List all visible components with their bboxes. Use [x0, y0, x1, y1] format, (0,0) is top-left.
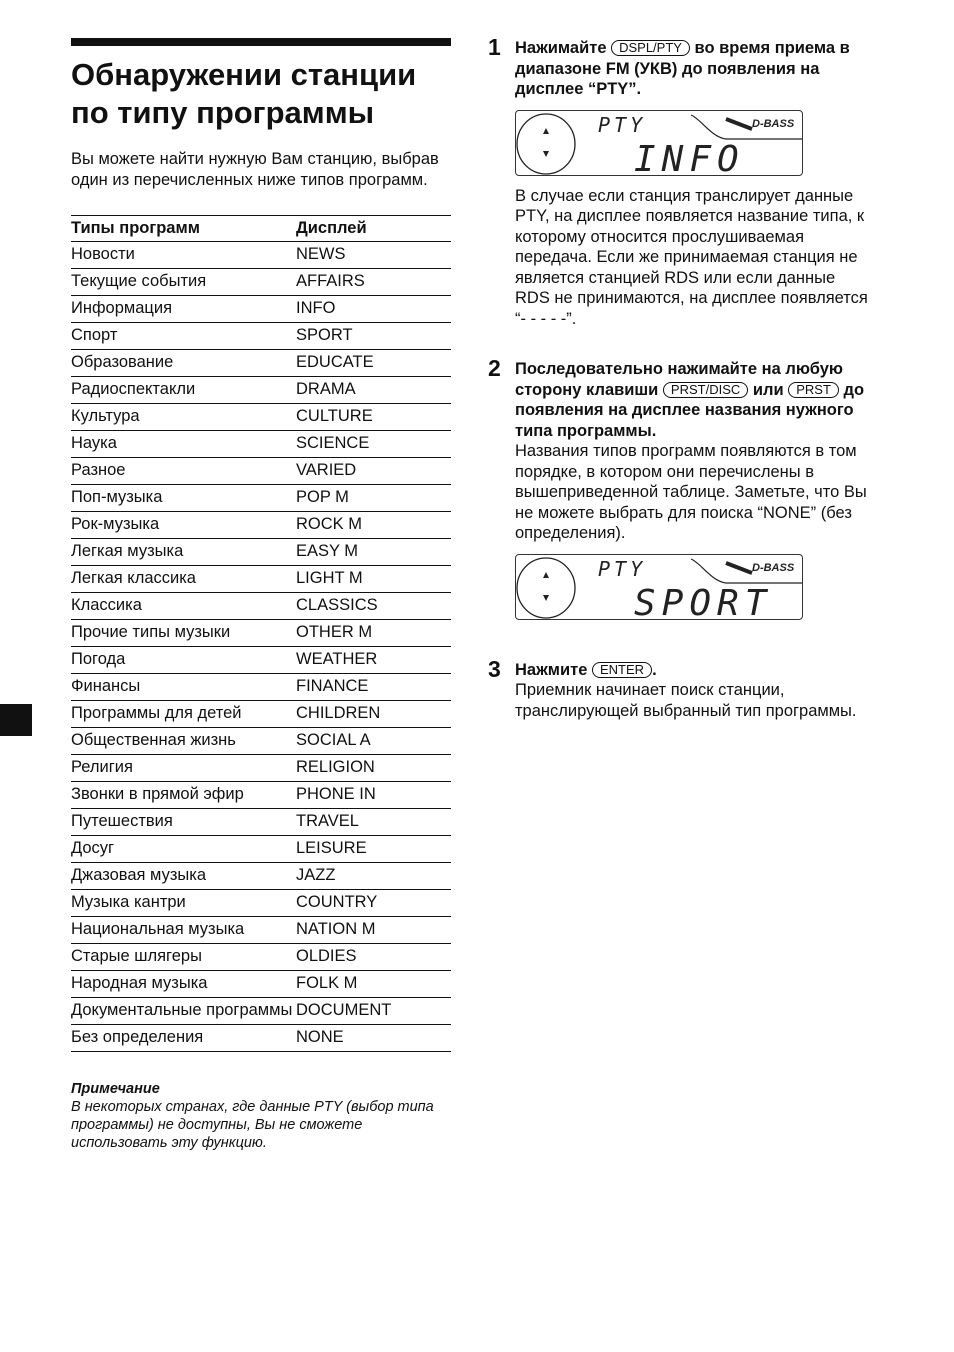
- program-type-cell: Звонки в прямой эфир: [71, 782, 296, 809]
- table-row: [71, 566, 451, 593]
- prst-disc-key: PRST/DISC: [663, 382, 748, 398]
- table-row: [71, 836, 451, 863]
- dbass-badge: D-BASS: [752, 117, 795, 130]
- display-text: INFO: [634, 138, 745, 175]
- note-heading: Примечание: [71, 1081, 160, 1097]
- table-row: [71, 998, 451, 1025]
- page-title: Обнаружении станции по типу программы: [71, 57, 417, 130]
- seek-dial-icon: [517, 114, 575, 174]
- step-2: [488, 355, 868, 620]
- instruction-text: Нажмите: [515, 660, 588, 679]
- lcd-display-sport: [515, 554, 803, 620]
- program-type-cell: Народная музыка: [71, 971, 296, 998]
- display-code-cell: WEATHER: [296, 647, 451, 674]
- note-text: В некоторых странах, где данные PTY (выбор типа программы) не доступны, Вы не сможете использовать эту функцию.: [71, 1099, 434, 1151]
- table-row: [71, 620, 451, 647]
- table-row: [71, 350, 451, 377]
- dspl-pty-key: DSPL/PTY: [611, 40, 690, 56]
- table-row: [71, 431, 451, 458]
- table-row: [71, 647, 451, 674]
- program-type-cell: Поп-музыка: [71, 485, 296, 512]
- instruction-text: или: [752, 380, 784, 399]
- display-code-cell: INFO: [296, 296, 451, 323]
- display-code-cell: CLASSICS: [296, 593, 451, 620]
- down-arrow-icon: [543, 151, 549, 157]
- display-code-cell: FINANCE: [296, 674, 451, 701]
- program-type-cell: Джазовая музыка: [71, 863, 296, 890]
- display-code-cell: PHONE IN: [296, 782, 451, 809]
- display-code-cell: RELIGION: [296, 755, 451, 782]
- up-arrow-icon: [543, 572, 549, 578]
- program-type-cell: Национальная музыка: [71, 917, 296, 944]
- program-type-cell: Рок-музыка: [71, 512, 296, 539]
- table-row: [71, 782, 451, 809]
- instruction-text: во время приема в диапазоне FM (УКВ) до появления на дисплее “PTY”.: [515, 39, 850, 98]
- program-type-cell: Информация: [71, 296, 296, 323]
- program-type-cell: Образование: [71, 350, 296, 377]
- table-header-row: [71, 216, 451, 242]
- table-row: [71, 701, 451, 728]
- header-program-type: Типы программ: [71, 216, 296, 242]
- note-block: [71, 1080, 451, 1152]
- table-row: [71, 296, 451, 323]
- step-number: 1: [488, 34, 501, 60]
- display-code-cell: ROCK M: [296, 512, 451, 539]
- table-row: [71, 809, 451, 836]
- program-type-cell: Наука: [71, 431, 296, 458]
- table-row: [71, 593, 451, 620]
- step-3: [488, 655, 868, 722]
- table-row: [71, 1025, 451, 1052]
- table-row: [71, 890, 451, 917]
- table-row: [71, 242, 451, 269]
- table-row: [71, 512, 451, 539]
- lcd-display-graphic: [516, 555, 802, 619]
- display-code-cell: AFFAIRS: [296, 269, 451, 296]
- display-code-cell: CULTURE: [296, 404, 451, 431]
- program-type-cell: Документальные программы: [71, 998, 296, 1025]
- pty-indicator: PTY: [598, 556, 647, 581]
- display-code-cell: LIGHT M: [296, 566, 451, 593]
- step-instruction: [515, 359, 868, 441]
- prst-key: PRST: [788, 382, 839, 398]
- display-code-cell: DOCUMENT: [296, 998, 451, 1025]
- step-body: В случае если станция транслирует данные PTY, на дисплее появляется название типа, к которому относится прослушиваемая передача. Если же принимаемая станция не является станцией RDS или если данные RDS не принимаются, на дисплее появляется “- - - - -”.: [515, 186, 868, 328]
- down-arrow-icon: [543, 595, 549, 601]
- dbass-bars-icon: [726, 563, 752, 573]
- enter-key: ENTER: [592, 662, 652, 678]
- display-code-cell: EASY M: [296, 539, 451, 566]
- step-1: [488, 34, 868, 329]
- display-code-cell: SCIENCE: [296, 431, 451, 458]
- display-code-cell: CHILDREN: [296, 701, 451, 728]
- display-code-cell: TRAVEL: [296, 809, 451, 836]
- program-type-cell: Общественная жизнь: [71, 728, 296, 755]
- left-column: [71, 38, 451, 1152]
- seek-dial-icon: [517, 558, 575, 618]
- section-tab-marker: [0, 704, 32, 736]
- program-types-table: [71, 215, 451, 1052]
- program-type-cell: Досуг: [71, 836, 296, 863]
- program-type-cell: Без определения: [71, 1025, 296, 1052]
- table-row: [71, 755, 451, 782]
- lcd-display-info: [515, 110, 803, 176]
- display-code-cell: NEWS: [296, 242, 451, 269]
- table-row: [71, 728, 451, 755]
- table-row: [71, 944, 451, 971]
- program-type-cell: Старые шлягеры: [71, 944, 296, 971]
- program-type-cell: Музыка кантри: [71, 890, 296, 917]
- program-type-cell: Погода: [71, 647, 296, 674]
- table-row: [71, 458, 451, 485]
- instruction-text: Нажимайте: [515, 39, 607, 57]
- program-type-cell: Культура: [71, 404, 296, 431]
- program-type-cell: Религия: [71, 755, 296, 782]
- intro-paragraph: Вы можете найти нужную Вам станцию, выбрав один из перечисленных ниже типов программ.: [71, 150, 439, 189]
- table-row: [71, 863, 451, 890]
- table-row: [71, 674, 451, 701]
- program-type-cell: Легкая музыка: [71, 539, 296, 566]
- instruction-text: .: [652, 660, 657, 679]
- display-code-cell: DRAMA: [296, 377, 451, 404]
- program-type-cell: Легкая классика: [71, 566, 296, 593]
- table-row: [71, 539, 451, 566]
- display-code-cell: OLDIES: [296, 944, 451, 971]
- instruction-text: до появления на дисплее названия нужного типа программы.: [515, 380, 865, 440]
- display-code-cell: POP M: [296, 485, 451, 512]
- table-row: [71, 404, 451, 431]
- display-code-cell: EDUCATE: [296, 350, 451, 377]
- display-code-cell: NONE: [296, 1025, 451, 1052]
- table-row: [71, 377, 451, 404]
- instruction-text: Последовательно нажимайте на любую сторону клавиши: [515, 360, 843, 399]
- table-row: [71, 323, 451, 350]
- dbass-badge: D-BASS: [752, 561, 795, 574]
- step-number: 3: [488, 655, 501, 682]
- display-code-cell: VARIED: [296, 458, 451, 485]
- table-body: [71, 242, 451, 1052]
- program-type-cell: Разное: [71, 458, 296, 485]
- step-number: 2: [488, 355, 501, 381]
- table-row: [71, 971, 451, 998]
- up-arrow-icon: [543, 128, 549, 134]
- program-type-cell: Текущие события: [71, 269, 296, 296]
- program-type-cell: Классика: [71, 593, 296, 620]
- display-code-cell: NATION M: [296, 917, 451, 944]
- display-code-cell: LEISURE: [296, 836, 451, 863]
- program-type-cell: Программы для детей: [71, 701, 296, 728]
- program-type-cell: Новости: [71, 242, 296, 269]
- right-column: [488, 34, 868, 721]
- display-text: SPORT: [634, 582, 773, 619]
- step-body: Приемник начинает поиск станции, транслирующей выбранный тип программы.: [515, 681, 857, 720]
- display-code-cell: JAZZ: [296, 863, 451, 890]
- step-body: Названия типов программ появляются в том порядке, в котором они перечислены в вышеприведенной таблице. Заметьте, что Вы не можете выбрать для поиска “NONE” (без определения).: [515, 442, 867, 542]
- program-type-cell: Спорт: [71, 323, 296, 350]
- program-type-cell: Путешествия: [71, 809, 296, 836]
- program-type-cell: Прочие типы музыки: [71, 620, 296, 647]
- step-instruction: [515, 660, 868, 681]
- header-display: Дисплей: [296, 216, 451, 242]
- lcd-display-graphic: [516, 111, 802, 175]
- program-type-cell: Финансы: [71, 674, 296, 701]
- program-type-cell: Радиоспектакли: [71, 377, 296, 404]
- dbass-bars-icon: [726, 119, 752, 129]
- display-code-cell: OTHER M: [296, 620, 451, 647]
- title-rule: [71, 38, 451, 46]
- display-code-cell: COUNTRY: [296, 890, 451, 917]
- step-instruction: [515, 38, 868, 100]
- display-code-cell: FOLK M: [296, 971, 451, 998]
- table-row: [71, 485, 451, 512]
- display-code-cell: SPORT: [296, 323, 451, 350]
- table-row: [71, 917, 451, 944]
- display-code-cell: SOCIAL A: [296, 728, 451, 755]
- pty-indicator: PTY: [598, 112, 647, 137]
- table-row: [71, 269, 451, 296]
